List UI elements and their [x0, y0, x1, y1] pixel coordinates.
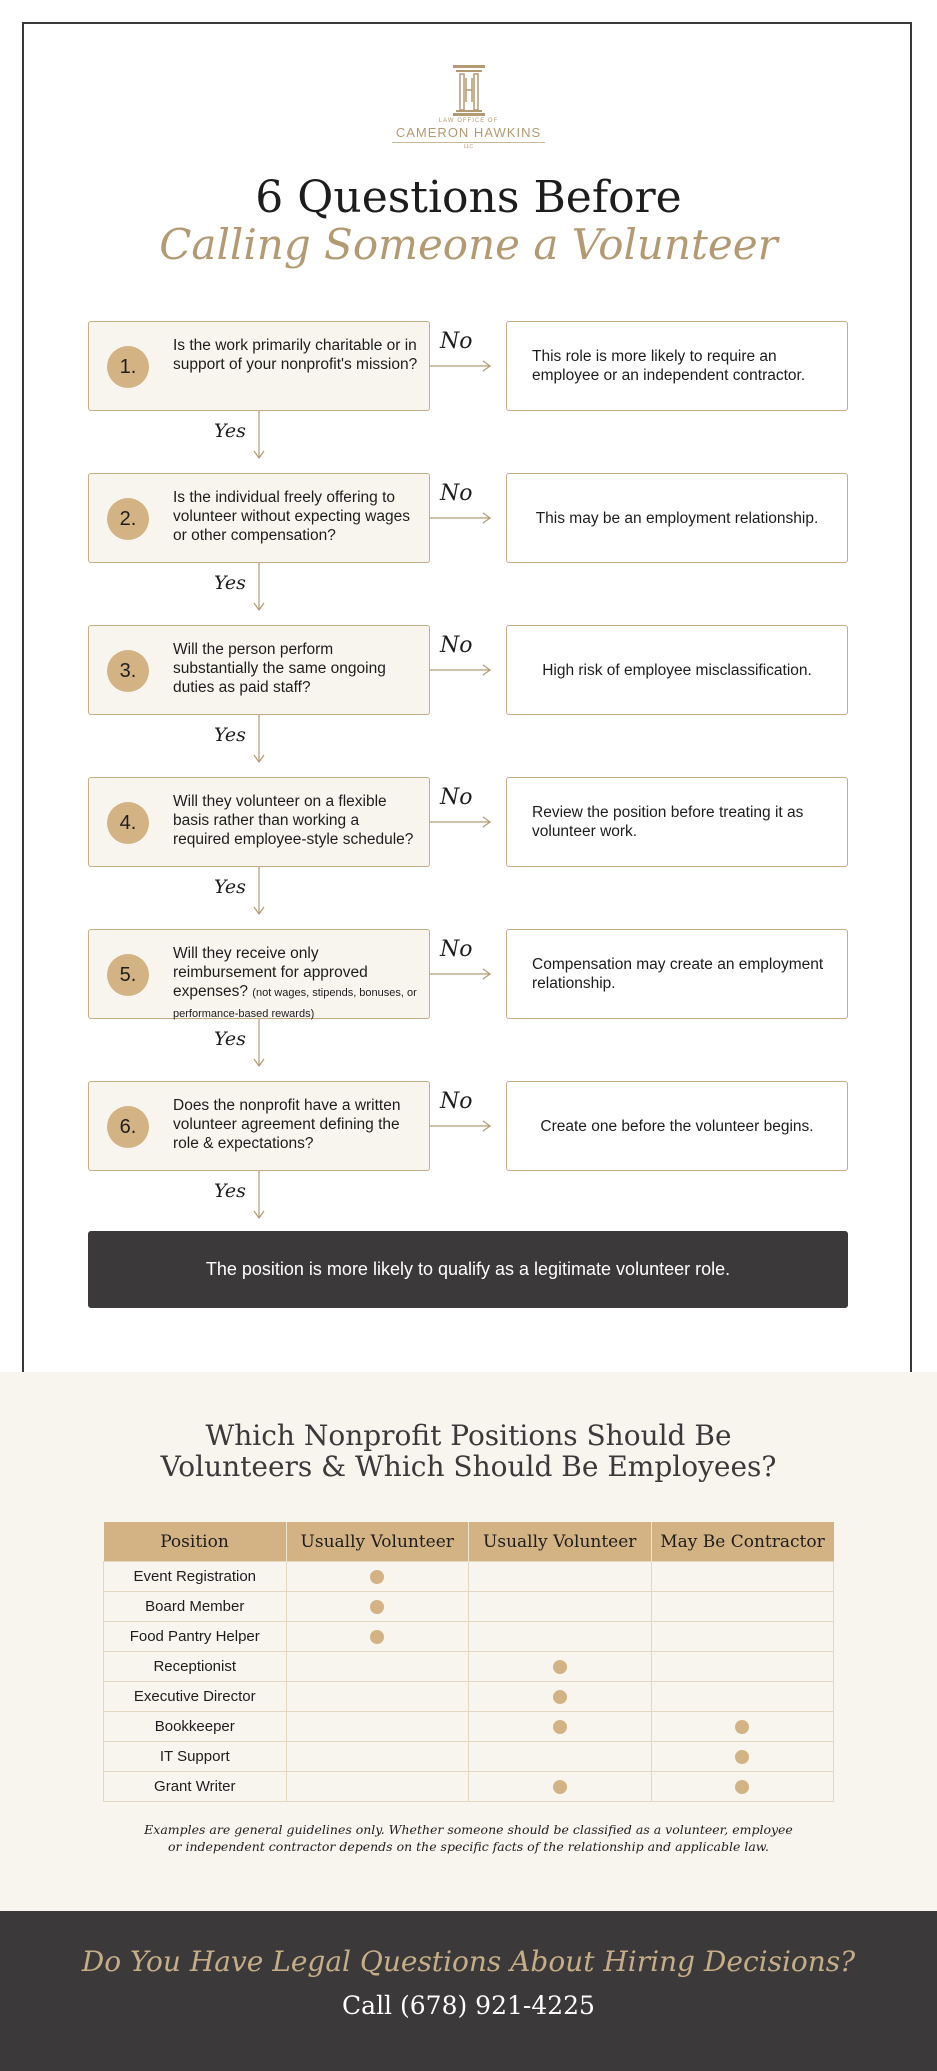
footer-cta	[0, 1911, 937, 2071]
table-row	[104, 1652, 834, 1682]
no-label: No	[440, 785, 473, 810]
outcome-box	[506, 321, 848, 411]
check-dot-icon	[735, 1780, 749, 1794]
classification-cell	[651, 1622, 834, 1652]
question-main-text: Is the individual freely offering to volunteer without expecting wages or other compensation?	[173, 489, 410, 544]
check-dot-icon	[735, 1750, 749, 1764]
outcome-box	[506, 1081, 848, 1171]
position-name-cell: Event Registration	[104, 1562, 287, 1592]
yes-label: Yes	[214, 1180, 246, 1202]
question-main-text: Will they receive only reimbursement for approved expenses?	[173, 945, 368, 1000]
position-name-cell: Bookkeeper	[104, 1712, 287, 1742]
classification-cell	[286, 1592, 469, 1622]
check-dot-icon	[370, 1570, 384, 1584]
outcome-box	[506, 929, 848, 1019]
column-header: May Be Contractor	[651, 1522, 834, 1562]
question-main-text: Will the person perform substantially the same ongoing duties as paid staff?	[173, 641, 386, 696]
check-dot-icon	[553, 1780, 567, 1794]
position-name-cell: Executive Director	[104, 1682, 287, 1712]
column-header: Usually Volunteer	[469, 1522, 652, 1562]
question-number-badge: 6.	[107, 1106, 149, 1148]
table-row	[104, 1712, 834, 1742]
yes-label: Yes	[214, 420, 246, 442]
column-header: Position	[104, 1522, 287, 1562]
outcome-box	[506, 473, 848, 563]
footer-question: Do You Have Legal Questions About Hiring Decisions?	[81, 1945, 856, 1978]
outcome-text: Compensation may create an employment relationship.	[532, 956, 824, 992]
no-label: No	[440, 633, 473, 658]
positions-table	[103, 1522, 834, 1802]
question-text	[173, 640, 418, 697]
no-arrow	[430, 817, 490, 827]
classification-cell	[651, 1712, 834, 1742]
table-header-row	[104, 1522, 834, 1562]
classification-cell	[286, 1772, 469, 1802]
column-header: Usually Volunteer	[286, 1522, 469, 1562]
classification-cell	[469, 1742, 652, 1772]
table-row	[104, 1742, 834, 1772]
classification-cell	[651, 1652, 834, 1682]
question-number-badge: 4.	[107, 802, 149, 844]
no-arrow	[430, 665, 490, 675]
yes-label: Yes	[214, 572, 246, 594]
yes-arrow	[254, 715, 264, 762]
outcome-box	[506, 625, 848, 715]
question-number-badge: 3.	[107, 650, 149, 692]
classification-cell	[469, 1592, 652, 1622]
question-main-text: Is the work primarily charitable or in support of your nonprofit's mission?	[173, 337, 418, 373]
no-arrow	[430, 969, 490, 979]
yes-arrow	[254, 1019, 264, 1066]
final-result-box: The position is more likely to qualify as a legitimate volunteer role.	[88, 1231, 848, 1308]
classification-cell	[651, 1562, 834, 1592]
outcome-text: High risk of employee misclassification.	[542, 661, 812, 679]
no-label: No	[440, 329, 473, 354]
classification-cell	[286, 1622, 469, 1652]
no-arrow	[430, 1121, 490, 1131]
outcome-text: This role is more likely to require an employee or an independent contractor.	[532, 348, 806, 384]
footer-phone[interactable]: Call (678) 921-4225	[342, 1991, 595, 2020]
classification-cell	[286, 1562, 469, 1592]
no-label: No	[440, 481, 473, 506]
yes-arrow	[254, 563, 264, 610]
classification-cell	[469, 1772, 652, 1802]
classification-cell	[286, 1652, 469, 1682]
classification-cell	[286, 1712, 469, 1742]
question-box	[88, 929, 430, 1019]
question-note: (not wages, stipends, bonuses, or performance-based rewards)	[173, 987, 417, 1020]
check-dot-icon	[553, 1660, 567, 1674]
yes-label: Yes	[214, 1028, 246, 1050]
question-text	[173, 336, 418, 374]
question-number-badge: 5.	[107, 954, 149, 996]
position-name-cell: Food Pantry Helper	[104, 1622, 287, 1652]
classification-cell	[469, 1622, 652, 1652]
table-row	[104, 1772, 834, 1802]
table-row	[104, 1562, 834, 1592]
positions-title-line2: Volunteers & Which Should Be Employees?	[160, 1450, 777, 1483]
question-box	[88, 473, 430, 563]
classification-cell	[286, 1682, 469, 1712]
question-box	[88, 321, 430, 411]
outcome-box	[506, 777, 848, 867]
no-label: No	[440, 937, 473, 962]
footnote: Examples are general guidelines only. Whether someone should be classified as a volunteer, employee or independent contractor depends on the specific facts of the relationship and applicable law.	[144, 1822, 793, 1854]
question-number-badge: 1.	[107, 346, 149, 388]
outcome-text: Review the position before treating it as volunteer work.	[532, 804, 804, 840]
question-box	[88, 1081, 430, 1171]
outcome-text: This may be an employment relationship.	[535, 509, 819, 527]
classification-cell	[651, 1742, 834, 1772]
question-number-badge: 2.	[107, 498, 149, 540]
logo-suffix: LLC	[463, 144, 474, 150]
yes-arrow	[254, 867, 264, 914]
no-arrow	[430, 513, 490, 523]
positions-title-line1: Which Nonprofit Positions Should Be	[205, 1419, 732, 1452]
question-box	[88, 777, 430, 867]
position-name-cell: Board Member	[104, 1592, 287, 1622]
page-title-line2: Calling Someone a Volunteer	[159, 220, 778, 269]
check-dot-icon	[370, 1630, 384, 1644]
position-name-cell: Receptionist	[104, 1652, 287, 1682]
classification-cell	[469, 1562, 652, 1592]
check-dot-icon	[553, 1720, 567, 1734]
classification-cell	[651, 1682, 834, 1712]
classification-cell	[651, 1592, 834, 1622]
check-dot-icon	[553, 1690, 567, 1704]
yes-arrow	[254, 1171, 264, 1218]
position-name-cell: IT Support	[104, 1742, 287, 1772]
classification-cell	[286, 1742, 469, 1772]
position-name-cell: Grant Writer	[104, 1772, 287, 1802]
check-dot-icon	[370, 1600, 384, 1614]
yes-arrow	[254, 411, 264, 458]
classification-cell	[469, 1712, 652, 1742]
question-main-text: Will they volunteer on a flexible basis rather than working a required employee-style schedule?	[173, 793, 414, 848]
logo-small-text: LAW OFFICE OF	[438, 118, 499, 124]
table-row	[104, 1682, 834, 1712]
question-box	[88, 625, 430, 715]
no-label: No	[440, 1089, 473, 1114]
table-row	[104, 1592, 834, 1622]
question-text	[173, 488, 418, 545]
yes-label: Yes	[214, 724, 246, 746]
outcome-text: Create one before the volunteer begins.	[540, 1117, 814, 1135]
logo-firm-name: CAMERON HAWKINS	[392, 125, 545, 143]
question-text	[173, 944, 418, 1024]
yes-label: Yes	[214, 876, 246, 898]
classification-cell	[651, 1772, 834, 1802]
question-text	[173, 792, 418, 849]
page-title-line1: 6 Questions Before	[255, 172, 682, 223]
no-arrow	[430, 361, 490, 371]
table-row	[104, 1622, 834, 1652]
classification-cell	[469, 1652, 652, 1682]
classification-cell	[469, 1682, 652, 1712]
question-text	[173, 1096, 418, 1153]
positions-section	[0, 1372, 937, 1911]
question-main-text: Does the nonprofit have a written volunteer agreement defining the role & expectations?	[173, 1097, 401, 1152]
positions-title	[0, 1420, 937, 1482]
check-dot-icon	[735, 1720, 749, 1734]
